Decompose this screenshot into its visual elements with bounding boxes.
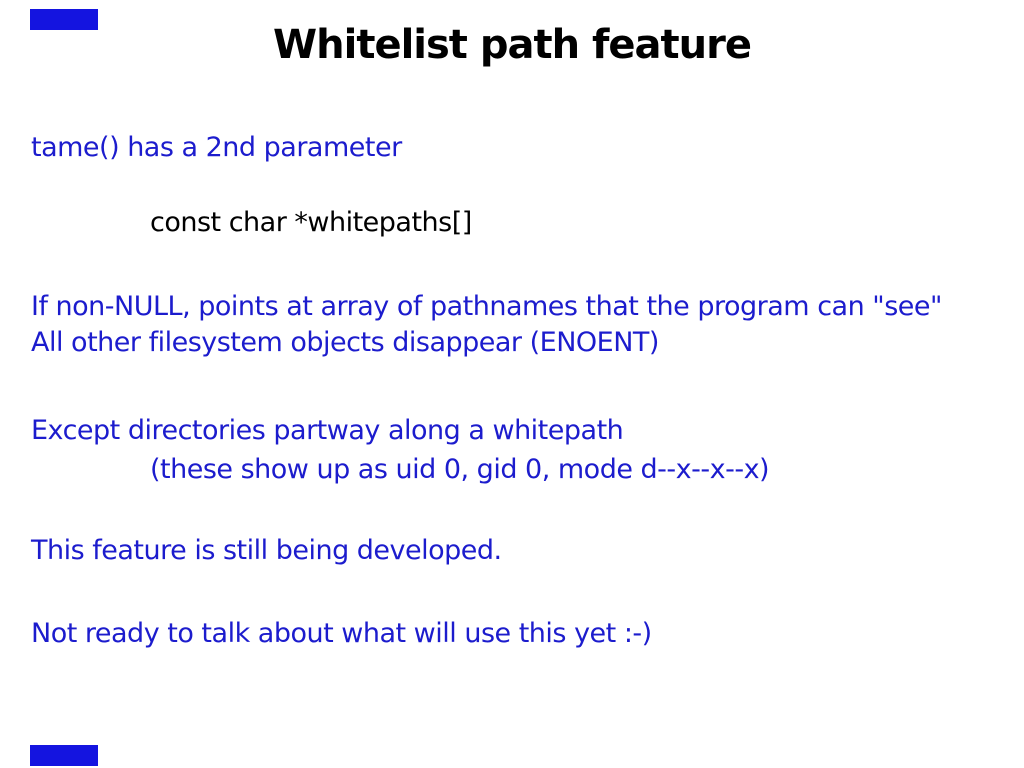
- body-line-if-non-null: If non-NULL, points at array of pathnames that the program can "see": [31, 291, 942, 322]
- body-line-still-developed: This feature is still being developed.: [31, 535, 502, 566]
- body-line-other-objects-disappear: All other filesystem objects disappear (ENOENT): [31, 327, 659, 358]
- body-line-not-ready: Not ready to talk about what will use this yet :-): [31, 618, 652, 649]
- body-line-except-directories: Except directories partway along a whitepath: [31, 415, 624, 446]
- slide-title: Whitelist path feature: [273, 22, 751, 68]
- body-line-tame-parameter: tame() has a 2nd parameter: [31, 132, 402, 163]
- body-line-uid-gid-mode: (these show up as uid 0, gid 0, mode d--x--x--x): [150, 454, 770, 485]
- code-line-whitepaths-declaration: const char *whitepaths[]: [150, 207, 472, 238]
- corner-mark-bottom-left: [30, 745, 98, 766]
